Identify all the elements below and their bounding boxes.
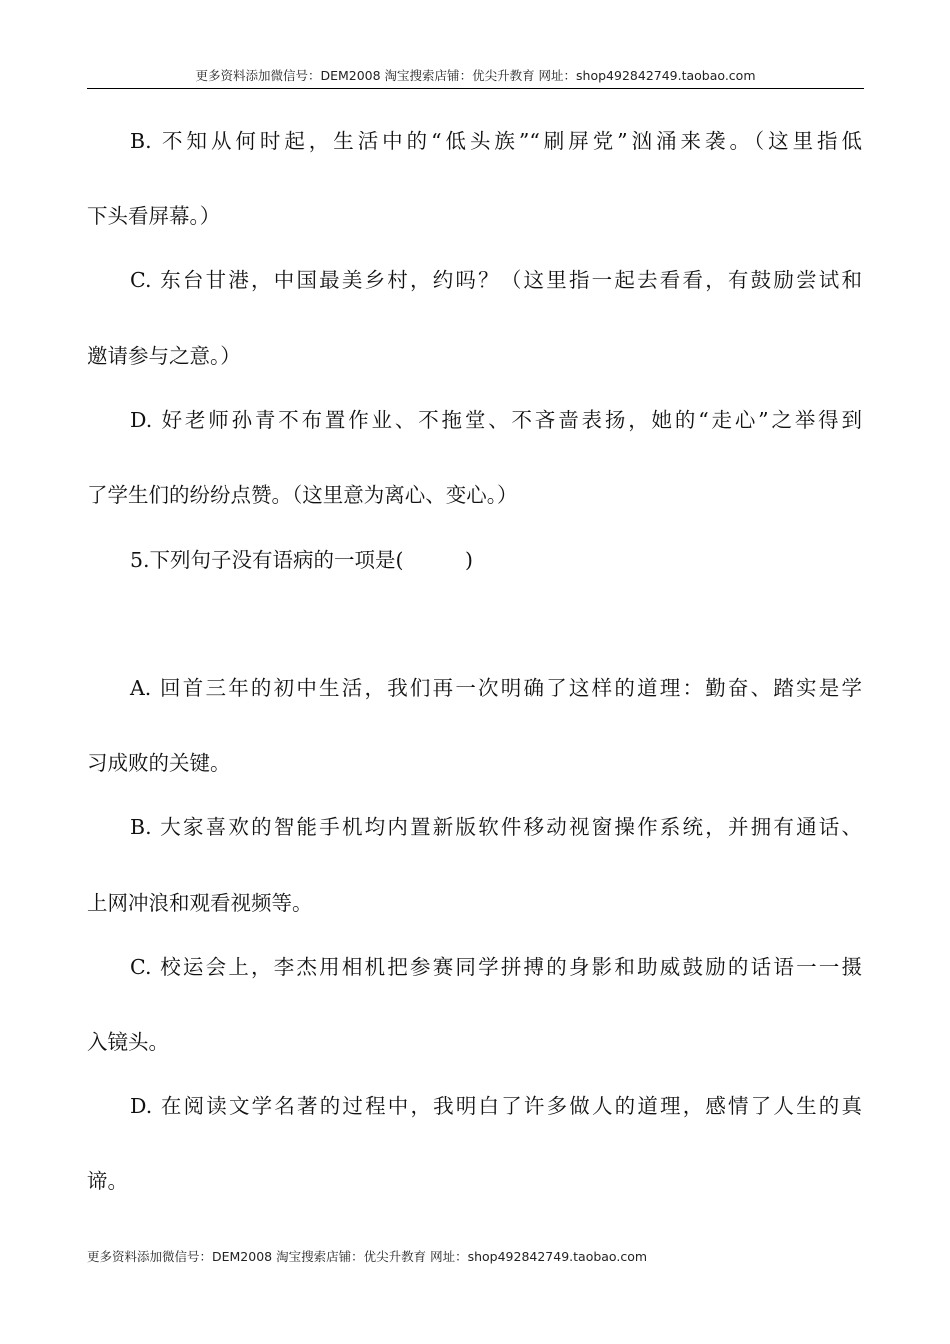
q5-option-c-line-1: C. 校运会上，李杰用相机把参赛同学拼搏的身影和助威鼓励的话语一一摄 — [130, 955, 862, 979]
q5-option-d-line-1: D. 在阅读文学名著的过程中，我明白了许多做人的道理，感情了人生的真 — [130, 1094, 862, 1118]
q5-option-c-line-2: 入镜头。 — [87, 1030, 169, 1054]
q5-option-d-line-2: 谛。 — [87, 1169, 128, 1193]
page-header: 更多资料添加微信号：DEM2008 淘宝搜索店铺：优尖升教育 网址：shop492842749.taobao.com — [87, 66, 864, 89]
page-footer: 更多资料添加微信号：DEM2008 淘宝搜索店铺：优尖升教育 网址：shop492842749.taobao.com — [87, 1249, 648, 1264]
option-c-line-1: C. 东台甘港，中国最美乡村，约吗？（这里指一起去看看，有鼓励尝试和 — [130, 268, 862, 292]
question-5-stem: 5.下列句子没有语病的一项是( ) — [130, 548, 474, 572]
q5-option-b-line-1: B. 大家喜欢的智能手机均内置新版软件移动视窗操作系统，并拥有通话、 — [130, 815, 862, 839]
option-b-line-1: B. 不知从何时起，生活中的“低头族”“刷屏党”汹涌来袭。（这里指低 — [130, 129, 862, 153]
q5-option-a-line-2: 习成败的关键。 — [87, 751, 231, 775]
q5-option-a-line-1: A. 回首三年的初中生活，我们再一次明确了这样的道理：勤奋、踏实是学 — [130, 676, 862, 700]
option-d-line-1: D. 好老师孙青不布置作业、不拖堂、不吝啬表扬，她的“走心”之举得到 — [130, 408, 862, 432]
option-d-line-2: 了学生们的纷纷点赞。（这里意为离心、变心。） — [87, 483, 518, 507]
option-b-line-2: 下头看屏幕。） — [87, 204, 221, 228]
option-c-line-2: 邀请参与之意。） — [87, 344, 241, 368]
q5-option-b-line-2: 上网冲浪和观看视频等。 — [87, 891, 313, 915]
